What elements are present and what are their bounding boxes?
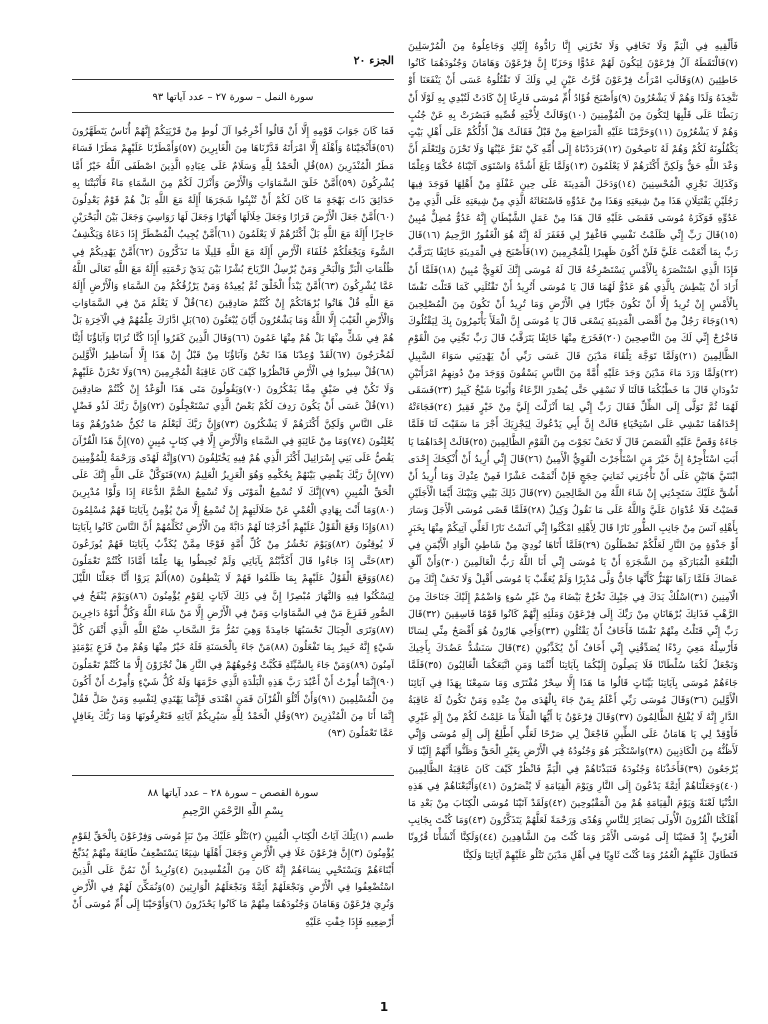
divider xyxy=(72,79,394,80)
right-column xyxy=(408,38,738,958)
surah-naml-header: سورة النمل – سورة ٢٧ – عدد آياتها ٩٣ xyxy=(152,92,314,104)
page-number: 1 xyxy=(379,1000,389,1014)
qasas-verses-continued: فَأَلْقِيهِ فِي الْيَمِّ وَلَا تَخَافِي وَلَا تَحْزَنِي إِنَّا رَادُّوهُ إِلَيْكِ وَجَاعِلُوهُ مِنَ الْمُرْسَلِينَ (٧)فَالْتَقَطَهُ آلُ فِرْعَوْنَ لِيَكُونَ لَهُمْ عَدُوًّا وَحَزَنًا إِنَّ فِرْعَوْنَ وَهَامَانَ وَجُنُودَهُمَا كَانُوا خَاطِئِينَ (٨)وَقَالَتِ امْرَأَتُ فِرْعَوْنَ قُرَّتُ عَيْنٍ لِي وَلَكَ لَا تَقْتُلُوهُ عَسَى أَنْ يَنْفَعَنَا أَوْ نَتَّخِذَهُ وَلَدًا وَهُمْ لَا يَشْعُرُونَ (٩)وَأَصْبَحَ فُؤَادُ أُمِّ مُوسَى فَارِغًا إِنْ كَادَتْ لَتُبْدِي بِهِ لَوْلَا أَنْ رَبَطْنَا عَلَى قَلْبِهَا لِتَكُونَ مِنَ الْمُؤْمِنِينَ (١٠)وَقَالَتْ لِأُخْتِهِ قُصِّيهِ فَبَصُرَتْ بِهِ عَنْ جُنُبٍ وَهُمْ لَا يَشْعُرُونَ (١١)وَحَرَّمْنَا عَلَيْهِ الْمَرَاضِعَ مِنْ قَبْلُ فَقَالَتْ هَلْ أَدُلُّكُمْ عَلَى أَهْلِ بَيْتٍ يَكْفُلُونَهُ لَكُمْ وَهُمْ لَهُ نَاصِحُونَ (١٢)فَرَدَدْنَاهُ إِلَى أُمِّهِ كَيْ تَقَرَّ عَيْنُهَا وَلَا تَحْزَنَ وَلِتَعْلَمَ أَنَّ وَعْدَ اللَّهِ حَقٌّ وَلَكِنَّ أَكْثَرَهُمْ لَا يَعْلَمُونَ (١٣)وَلَمَّا بَلَغَ أَشُدَّهُ وَاسْتَوَى آتَيْنَاهُ حُكْمًا وَعِلْمًا وَكَذَلِكَ نَجْزِي الْمُحْسِنِينَ (١٤)وَدَخَلَ الْمَدِينَةَ عَلَى حِينِ غَفْلَةٍ مِنْ أَهْلِهَا فَوَجَدَ فِيهَا رَجُلَيْنِ يَقْتَتِلَانِ هَذَا مِنْ شِيعَتِهِ وَهَذَا مِنْ عَدُوِّهِ فَاسْتَغَاثَهُ الَّذِي مِنْ شِيعَتِهِ عَلَى الَّذِي مِنْ عَدُوِّهِ فَوَكَزَهُ مُوسَى فَقَضَى عَلَيْهِ قَالَ هَذَا مِنْ عَمَلِ الشَّيْطَانِ إِنَّهُ عَدُوٌّ مُضِلٌّ مُبِينٌ (١٥)قَالَ رَبِّ إِنِّي ظَلَمْتُ نَفْسِي فَاغْفِرْ لِي فَغَفَرَ لَهُ إِنَّهُ هُوَ الْغَفُورُ الرَّحِيمُ (١٦)قَالَ رَبِّ بِمَا أَنْعَمْتَ عَلَيَّ فَلَنْ أَكُونَ ظَهِيرًا لِلْمُجْرِمِينَ (١٧)فَأَصْبَحَ فِي الْمَدِينَةِ خَائِفًا يَتَرَقَّبُ فَإِذَا الَّذِي اسْتَنْصَرَهُ بِالْأَمْسِ يَسْتَصْرِخُهُ قَالَ لَهُ مُوسَى إِنَّكَ لَغَوِيٌّ مُبِينٌ (١٨)فَلَمَّا أَنْ أَرَادَ أَنْ يَبْطِشَ بِالَّذِي هُوَ عَدُوٌّ لَهُمَا قَالَ يَا مُوسَى أَتُرِيدُ أَنْ تَقْتُلَنِي كَمَا قَتَلْتَ نَفْسًا بِالْأَمْسِ إِنْ تُرِيدُ إِلَّا أَنْ تَكُونَ جَبَّارًا فِي الْأَرْضِ وَمَا تُرِيدُ أَنْ تَكُونَ مِنَ الْمُصْلِحِينَ (١٩)وَجَاءَ رَجُلٌ مِنْ أَقْصَى الْمَدِينَةِ يَسْعَى قَالَ يَا مُوسَى إِنَّ الْمَلَأَ يَأْتَمِرُونَ بِكَ لِيَقْتُلُوكَ فَاخْرُجْ إِنِّي لَكَ مِنَ النَّاصِحِينَ (٢٠)فَخَرَجَ مِنْهَا خَائِفًا يَتَرَقَّبُ قَالَ رَبِّ نَجِّنِي مِنَ الْقَوْمِ الظَّالِمِينَ (٢١)وَلَمَّا تَوَجَّهَ تِلْقَاءَ مَدْيَنَ قَالَ عَسَى رَبِّي أَنْ يَهْدِيَنِي سَوَاءَ السَّبِيلِ (٢٢)وَلَمَّا وَرَدَ مَاءَ مَدْيَنَ وَجَدَ عَلَيْهِ أُمَّةً مِنَ النَّاسِ يَسْقُونَ وَوَجَدَ مِنْ دُونِهِمُ امْرَأَتَيْنِ تَذُودَانِ قَالَ مَا خَطْبُكُمَا قَالَتَا لَا نَسْقِي حَتَّى يُصْدِرَ الرِّعَاءُ وَأَبُونَا شَيْخٌ كَبِيرٌ (٢٣)فَسَقَى لَهُمَا ثُمَّ تَوَلَّى إِلَى الظِّلِّ فَقَالَ رَبِّ إِنِّي لِمَا أَنْزَلْتَ إِلَيَّ مِنْ خَيْرٍ فَقِيرٌ (٢٤)فَجَاءَتْهُ إِحْدَاهُمَا تَمْشِي عَلَى اسْتِحْيَاءٍ قَالَتْ إِنَّ أَبِي يَدْعُوكَ لِيَجْزِيَكَ أَجْرَ مَا سَقَيْتَ لَنَا فَلَمَّا جَاءَهُ وَقَصَّ عَلَيْهِ الْقَصَصَ قَالَ لَا تَخَفْ نَجَوْتَ مِنَ الْقَوْمِ الظَّالِمِينَ (٢٥)قَالَتْ إِحْدَاهُمَا يَا أَبَتِ اسْتَأْجِرْهُ إِنَّ خَيْرَ مَنِ اسْتَأْجَرْتَ الْقَوِيُّ الْأَمِينُ (٢٦)قَالَ إِنِّي أُرِيدُ أَنْ أُنْكِحَكَ إِحْدَى ابْنَتَيَّ هَاتَيْنِ عَلَى أَنْ تَأْجُرَنِي ثَمَانِيَ حِجَجٍ فَإِنْ أَتْمَمْتَ عَشْرًا فَمِنْ عِنْدِكَ وَمَا أُرِيدُ أَنْ أَشُقَّ عَلَيْكَ سَتَجِدُنِي إِنْ شَاءَ اللَّهُ مِنَ الصَّالِحِينَ (٢٧)قَالَ ذَلِكَ بَيْنِي وَبَيْنَكَ أَيَّمَا الْأَجَلَيْنِ قَضَيْتُ فَلَا عُدْوَانَ عَلَيَّ وَاللَّهُ عَلَى مَا نَقُولُ وَكِيلٌ (٢٨)فَلَمَّا قَضَى مُوسَى الْأَجَلَ وَسَارَ بِأَهْلِهِ آنَسَ مِنْ جَانِبِ الطُّورِ نَارًا قَالَ لِأَهْلِهِ امْكُثُوا إِنِّي آنَسْتُ نَارًا لَعَلِّي آتِيكُمْ مِنْهَا بِخَبَرٍ أَوْ جَذْوَةٍ مِنَ النَّارِ لَعَلَّكُمْ تَصْطَلُونَ (٢٩)فَلَمَّا أَتَاهَا نُودِيَ مِنْ شَاطِئِ الْوَادِ الْأَيْمَنِ فِي الْبُقْعَةِ الْمُبَارَكَةِ مِنَ الشَّجَرَةِ أَنْ يَا مُوسَى إِنِّي أَنَا اللَّهُ رَبُّ الْعَالَمِينَ (٣٠)وَأَنْ أَلْقِ عَصَاكَ فَلَمَّا رَآهَا تَهْتَزُّ كَأَنَّهَا جَانٌّ وَلَّى مُدْبِرًا وَلَمْ يُعَقِّبْ يَا مُوسَى أَقْبِلْ وَلَا تَخَفْ إِنَّكَ مِنَ الْآمِنِينَ (٣١)اسْلُكْ يَدَكَ فِي جَيْبِكَ تَخْرُجْ بَيْضَاءَ مِنْ غَيْرِ سُوءٍ وَاضْمُمْ إِلَيْكَ جَنَاحَكَ مِنَ الرَّهْبِ فَذَانِكَ بُرْهَانَانِ مِنْ رَبِّكَ إِلَى فِرْعَوْنَ وَمَلَئِهِ إِنَّهُمْ كَانُوا قَوْمًا فَاسِقِينَ (٣٢)قَالَ رَبِّ إِنِّي قَتَلْتُ مِنْهُمْ نَفْسًا فَأَخَافُ أَنْ يَقْتُلُونِ (٣٣)وَأَخِي هَارُونُ هُوَ أَفْصَحُ مِنِّي لِسَانًا فَأَرْسِلْهُ مَعِيَ رِدْءًا يُصَدِّقُنِي إِنِّي أَخَافُ أَنْ يُكَذِّبُونِ (٣٤)قَالَ سَنَشُدُّ عَضُدَكَ بِأَخِيكَ وَنَجْعَلُ لَكُمَا سُلْطَانًا فَلَا يَصِلُونَ إِلَيْكُمَا بِآيَاتِنَا أَنْتُمَا وَمَنِ اتَّبَعَكُمَا الْغَالِبُونَ (٣٥)فَلَمَّا جَاءَهُمْ مُوسَى بِآيَاتِنَا بَيِّنَاتٍ قَالُوا مَا هَذَا إِلَّا سِحْرٌ مُفْتَرًى وَمَا سَمِعْنَا بِهَذَا فِي آبَائِنَا الْأَوَّلِينَ (٣٦)وَقَالَ مُوسَى رَبِّي أَعْلَمُ بِمَنْ جَاءَ بِالْهُدَى مِنْ عِنْدِهِ وَمَنْ تَكُونُ لَهُ عَاقِبَةُ الدَّارِ إِنَّهُ لَا يُفْلِحُ الظَّالِمُونَ (٣٧)وَقَالَ فِرْعَوْنُ يَا أَيُّهَا الْمَلَأُ مَا عَلِمْتُ لَكُمْ مِنْ إِلَهٍ غَيْرِي فَأَوْقِدْ لِي يَا هَامَانُ عَلَى الطِّينِ فَاجْعَلْ لِي صَرْحًا لَعَلِّي أَطَّلِعُ إِلَى إِلَهِ مُوسَى وَإِنِّي لَأَظُنُّهُ مِنَ الْكَاذِبِينَ (٣٨)وَاسْتَكْبَرَ هُوَ وَجُنُودُهُ فِي الْأَرْضِ بِغَيْرِ الْحَقِّ وَظَنُّوا أَنَّهُمْ إِلَيْنَا لَا يُرْجَعُونَ (٣٩)فَأَخَذْنَاهُ وَجُنُودَهُ فَنَبَذْنَاهُمْ فِي الْيَمِّ فَانْظُرْ كَيْفَ كَانَ عَاقِبَةُ الظَّالِمِينَ (٤٠)وَجَعَلْنَاهُمْ أَئِمَّةً يَدْعُونَ إِلَى النَّارِ وَيَوْمَ الْقِيَامَةِ لَا يُنْصَرُونَ (٤١)وَأَتْبَعْنَاهُمْ فِي هَذِهِ الدُّنْيَا لَعْنَةً وَيَوْمَ الْقِيَامَةِ هُمْ مِنَ الْمَقْبُوحِينَ (٤٢)وَلَقَدْ آتَيْنَا مُوسَى الْكِتَابَ مِنْ بَعْدِ مَا أَهْلَكْنَا الْقُرُونَ الْأُولَى بَصَائِرَ لِلنَّاسِ وَهُدًى وَرَحْمَةً لَعَلَّهُمْ يَتَذَكَّرُونَ (٤٣)وَمَا كُنْتَ بِجَانِبِ الْغَرْبِيِّ إِذْ قَضَيْنَا إِلَى مُوسَى الْأَمْرَ وَمَا كُنْتَ مِنَ الشَّاهِدِينَ (٤٤)وَلَكِنَّا أَنْشَأْنَا قُرُونًا فَتَطَاوَلَ عَلَيْهِمُ الْعُمُرُ وَمَا كُنْتَ ثَاوِيًا فِي أَهْلِ مَدْيَنَ تَتْلُو عَلَيْهِمْ آيَاتِنَا وَلَكِنَّا xyxy=(408,41,738,861)
juz-label: الجزء ٢٠ xyxy=(353,54,394,67)
left-column xyxy=(72,38,394,958)
qasas-verses-start: طسم (١)تِلْكَ آيَاتُ الْكِتَابِ الْمُبِينِ (٢)نَتْلُو عَلَيْكَ مِنْ نَبَإِ مُوسَى وَفِرْعَوْنَ بِالْحَقِّ لِقَوْمٍ يُؤْمِنُونَ (٣)إِنَّ فِرْعَوْنَ عَلَا فِي الْأَرْضِ وَجَعَلَ أَهْلَهَا شِيَعًا يَسْتَضْعِفُ طَائِفَةً مِنْهُمْ يُذَبِّحُ أَبْنَاءَهُمْ وَيَسْتَحْيِي نِسَاءَهُمْ إِنَّهُ كَانَ مِنَ الْمُفْسِدِينَ (٤)وَنُرِيدُ أَنْ نَمُنَّ عَلَى الَّذِينَ اسْتُضْعِفُوا فِي الْأَرْضِ وَنَجْعَلَهُمْ أَئِمَّةً وَنَجْعَلَهُمُ الْوَارِثِينَ (٥)وَنُمَكِّنَ لَهُمْ فِي الْأَرْضِ وَنُرِيَ فِرْعَوْنَ وَهَامَانَ وَجُنُودَهُمَا مِنْهُمْ مَا كَانُوا يَحْذَرُونَ (٦)وَأَوْحَيْنَا إِلَى أُمِّ مُوسَى أَنْ أَرْضِعِيهِ فَإِذَا خِفْتِ عَلَيْهِ xyxy=(72,830,394,928)
section-spacer xyxy=(72,743,394,769)
divider xyxy=(72,775,394,776)
surah-qasas-header: سورة القصص – سورة ٢٨ – عدد آياتها ٨٨ xyxy=(147,787,319,799)
divider xyxy=(72,112,394,113)
basmala: بِسْمِ اللَّهِ الرَّحْمَنِ الرَّحِيمِ xyxy=(182,805,284,817)
naml-verses: فَمَا كَانَ جَوَابَ قَوْمِهِ إِلَّا أَنْ قَالُوا أَخْرِجُوا آلَ لُوطٍ مِنْ قَرْيَتِكُمْ إِنَّهُمْ أُنَاسٌ يَتَطَهَّرُونَ (٥٦)فَأَنْجَيْنَاهُ وَأَهْلَهُ إِلَّا امْرَأَتَهُ قَدَّرْنَاهَا مِنَ الْغَابِرِينَ (٥٧)وَأَمْطَرْنَا عَلَيْهِمْ مَطَرًا فَسَاءَ مَطَرُ الْمُنْذَرِينَ (٥٨)قُلِ الْحَمْدُ لِلَّهِ وَسَلَامٌ عَلَى عِبَادِهِ الَّذِينَ اصْطَفَى آللَّهُ خَيْرٌ أَمَّا يُشْرِكُونَ (٥٩)أَمَّنْ خَلَقَ السَّمَاوَاتِ وَالْأَرْضَ وَأَنْزَلَ لَكُمْ مِنَ السَّمَاءِ مَاءً فَأَنْبَتْنَا بِهِ حَدَائِقَ ذَاتَ بَهْجَةٍ مَا كَانَ لَكُمْ أَنْ تُنْبِتُوا شَجَرَهَا أَإِلَهٌ مَعَ اللَّهِ بَلْ هُمْ قَوْمٌ يَعْدِلُونَ (٦٠)أَمَّنْ جَعَلَ الْأَرْضَ قَرَارًا وَجَعَلَ خِلَالَهَا أَنْهَارًا وَجَعَلَ لَهَا رَوَاسِيَ وَجَعَلَ بَيْنَ الْبَحْرَيْنِ حَاجِزًا أَإِلَهٌ مَعَ اللَّهِ بَلْ أَكْثَرُهُمْ لَا يَعْلَمُونَ (٦١)أَمَّنْ يُجِيبُ الْمُضْطَرَّ إِذَا دَعَاهُ وَيَكْشِفُ السُّوءَ وَيَجْعَلُكُمْ خُلَفَاءَ الْأَرْضِ أَإِلَهٌ مَعَ اللَّهِ قَلِيلًا مَا تَذَكَّرُونَ (٦٢)أَمَّنْ يَهْدِيكُمْ فِي ظُلُمَاتِ الْبَرِّ وَالْبَحْرِ وَمَنْ يُرْسِلُ الرِّيَاحَ بُشْرًا بَيْنَ يَدَيْ رَحْمَتِهِ أَإِلَهٌ مَعَ اللَّهِ تَعَالَى اللَّهُ عَمَّا يُشْرِكُونَ (٦٣)أَمَّنْ يَبْدَأُ الْخَلْقَ ثُمَّ يُعِيدُهُ وَمَنْ يَرْزُقُكُمْ مِنَ السَّمَاءِ وَالْأَرْضِ أَإِلَهٌ مَعَ اللَّهِ قُلْ هَاتُوا بُرْهَانَكُمْ إِنْ كُنْتُمْ صَادِقِينَ (٦٤)قُلْ لَا يَعْلَمُ مَنْ فِي السَّمَاوَاتِ وَالْأَرْضِ الْغَيْبَ إِلَّا اللَّهُ وَمَا يَشْعُرُونَ أَيَّانَ يُبْعَثُونَ (٦٥)بَلِ ادَّارَكَ عِلْمُهُمْ فِي الْآخِرَةِ بَلْ هُمْ فِي شَكٍّ مِنْهَا بَلْ هُمْ مِنْهَا عَمُونَ (٦٦)وَقَالَ الَّذِينَ كَفَرُوا أَإِذَا كُنَّا تُرَابًا وَآبَاؤُنَا أَئِنَّا لَمُخْرَجُونَ (٦٧)لَقَدْ وُعِدْنَا هَذَا نَحْنُ وَآبَاؤُنَا مِنْ قَبْلُ إِنْ هَذَا إِلَّا أَسَاطِيرُ الْأَوَّلِينَ (٦٨)قُلْ سِيرُوا فِي الْأَرْضِ فَانْظُرُوا كَيْفَ كَانَ عَاقِبَةُ الْمُجْرِمِينَ (٦٩)وَلَا تَحْزَنْ عَلَيْهِمْ وَلَا تَكُنْ فِي ضَيْقٍ مِمَّا يَمْكُرُونَ (٧٠)وَيَقُولُونَ مَتَى هَذَا الْوَعْدُ إِنْ كُنْتُمْ صَادِقِينَ (٧١)قُلْ عَسَى أَنْ يَكُونَ رَدِفَ لَكُمْ بَعْضُ الَّذِي تَسْتَعْجِلُونَ (٧٢)وَإِنَّ رَبَّكَ لَذُو فَضْلٍ عَلَى النَّاسِ وَلَكِنَّ أَكْثَرَهُمْ لَا يَشْكُرُونَ (٧٣)وَإِنَّ رَبَّكَ لَيَعْلَمُ مَا تُكِنُّ صُدُورُهُمْ وَمَا يُعْلِنُونَ (٧٤)وَمَا مِنْ غَائِبَةٍ فِي السَّمَاءِ وَالْأَرْضِ إِلَّا فِي كِتَابٍ مُبِينٍ (٧٥)إِنَّ هَذَا الْقُرْآنَ يَقُصُّ عَلَى بَنِي إِسْرَائِيلَ أَكْثَرَ الَّذِي هُمْ فِيهِ يَخْتَلِفُونَ (٧٦)وَإِنَّهُ لَهُدًى وَرَحْمَةٌ لِلْمُؤْمِنِينَ (٧٧)إِنَّ رَبَّكَ يَقْضِي بَيْنَهُمْ بِحُكْمِهِ وَهُوَ الْعَزِيزُ الْعَلِيمُ (٧٨)فَتَوَكَّلْ عَلَى اللَّهِ إِنَّكَ عَلَى الْحَقِّ الْمُبِينِ (٧٩)إِنَّكَ لَا تُسْمِعُ الْمَوْتَى وَلَا تُسْمِعُ الصُّمَّ الدُّعَاءَ إِذَا وَلَّوْا مُدْبِرِينَ (٨٠)وَمَا أَنْتَ بِهَادِي الْعُمْيِ عَنْ ضَلَالَتِهِمْ إِنْ تُسْمِعُ إِلَّا مَنْ يُؤْمِنُ بِآيَاتِنَا فَهُمْ مُسْلِمُونَ (٨١)وَإِذَا وَقَعَ الْقَوْلُ عَلَيْهِمْ أَخْرَجْنَا لَهُمْ دَابَّةً مِنَ الْأَرْضِ تُكَلِّمُهُمْ أَنَّ النَّاسَ كَانُوا بِآيَاتِنَا لَا يُوقِنُونَ (٨٢)وَيَوْمَ نَحْشُرُ مِنْ كُلِّ أُمَّةٍ فَوْجًا مِمَّنْ يُكَذِّبُ بِآيَاتِنَا فَهُمْ يُوزَعُونَ (٨٣)حَتَّى إِذَا جَاءُوا قَالَ أَكَذَّبْتُمْ بِآيَاتِي وَلَمْ تُحِيطُوا بِهَا عِلْمًا أَمَّاذَا كُنْتُمْ تَعْمَلُونَ (٨٤)وَوَقَعَ الْقَوْلُ عَلَيْهِمْ بِمَا ظَلَمُوا فَهُمْ لَا يَنْطِقُونَ (٨٥)أَلَمْ يَرَوْا أَنَّا جَعَلْنَا اللَّيْلَ لِيَسْكُنُوا فِيهِ وَالنَّهَارَ مُبْصِرًا إِنَّ فِي ذَلِكَ لَآيَاتٍ لِقَوْمٍ يُؤْمِنُونَ (٨٦)وَيَوْمَ يُنْفَخُ فِي الصُّورِ فَفَزِعَ مَنْ فِي السَّمَاوَاتِ وَمَنْ فِي الْأَرْضِ إِلَّا مَنْ شَاءَ اللَّهُ وَكُلٌّ أَتَوْهُ دَاخِرِينَ (٨٧)وَتَرَى الْجِبَالَ تَحْسَبُهَا جَامِدَةً وَهِيَ تَمُرُّ مَرَّ السَّحَابِ صُنْعَ اللَّهِ الَّذِي أَتْقَنَ كُلَّ شَيْءٍ إِنَّهُ خَبِيرٌ بِمَا تَفْعَلُونَ (٨٨)مَنْ جَاءَ بِالْحَسَنَةِ فَلَهُ خَيْرٌ مِنْهَا وَهُمْ مِنْ فَزَعٍ يَوْمَئِذٍ آمِنُونَ (٨٩)وَمَنْ جَاءَ بِالسَّيِّئَةِ فَكُبَّتْ وُجُوهُهُمْ فِي النَّارِ هَلْ تُجْزَوْنَ إِلَّا مَا كُنْتُمْ تَعْمَلُونَ (٩٠)إِنَّمَا أُمِرْتُ أَنْ أَعْبُدَ رَبَّ هَذِهِ الْبَلْدَةِ الَّذِي حَرَّمَهَا وَلَهُ كُلُّ شَيْءٍ وَأُمِرْتُ أَنْ أَكُونَ مِنَ الْمُسْلِمِينَ (٩١)وَأَنْ أَتْلُوَ الْقُرْآنَ فَمَنِ اهْتَدَى فَإِنَّمَا يَهْتَدِي لِنَفْسِهِ وَمَنْ ضَلَّ فَقُلْ إِنَّمَا أَنَا مِنَ الْمُنْذِرِينَ (٩٢)وَقُلِ الْحَمْدُ لِلَّهِ سَيُرِيكُمْ آيَاتِهِ فَتَعْرِفُونَهَا وَمَا رَبُّكَ بِغَافِلٍ عَمَّا تَعْمَلُونَ (٩٣) xyxy=(72,126,394,740)
